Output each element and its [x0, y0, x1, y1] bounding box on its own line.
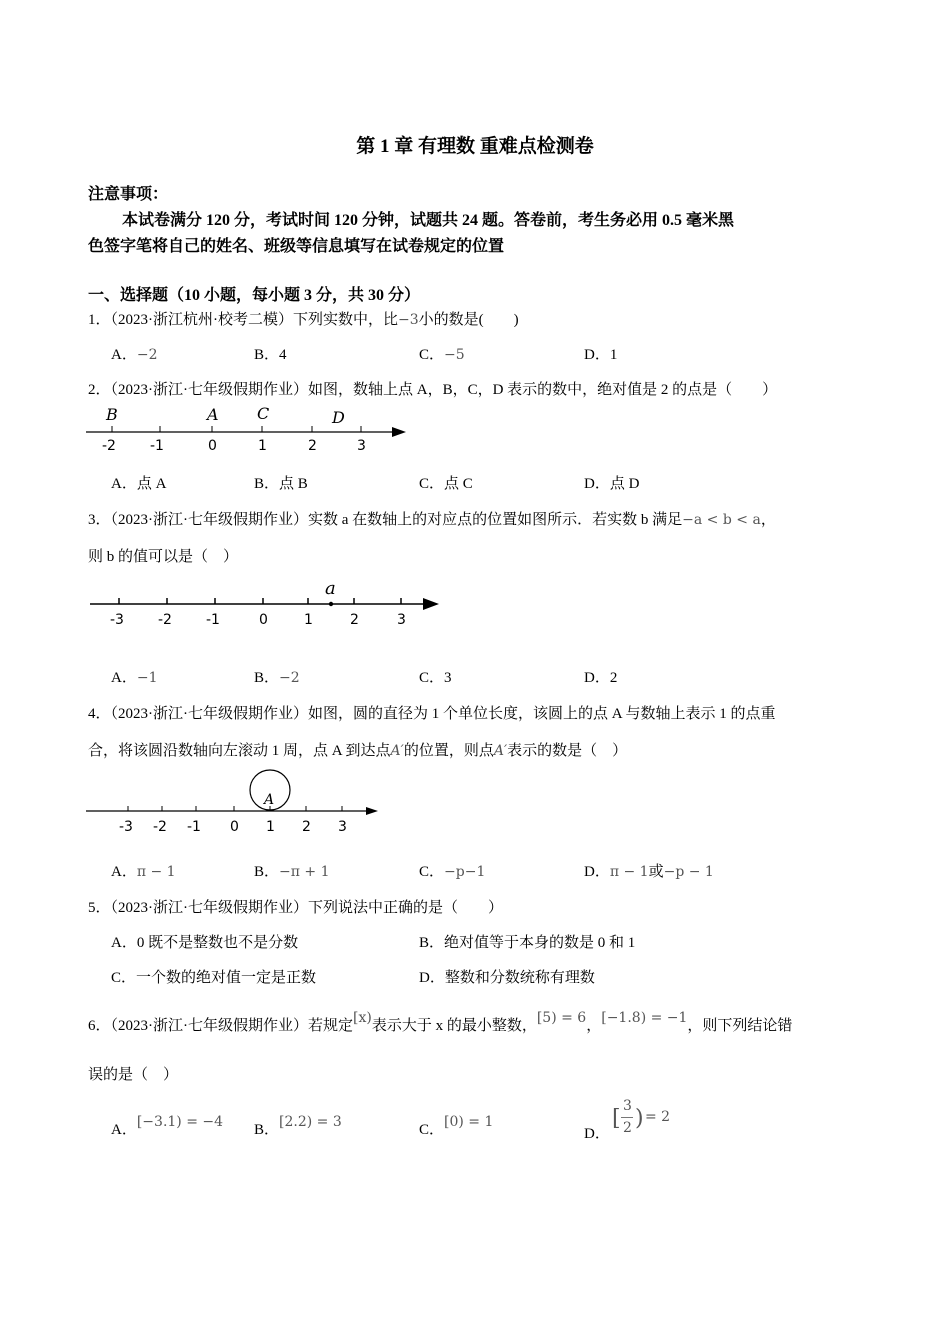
q4-option-a: A．π − 1: [111, 864, 176, 880]
q2-tick-label: 0: [208, 438, 217, 454]
q3-point-label: a: [325, 578, 336, 599]
q1-stem-math: −3: [398, 312, 419, 328]
q4-tick-label: 1: [266, 819, 275, 835]
question-1-stem: [88, 308, 519, 329]
q4-circle-point-label: A: [264, 792, 275, 808]
q2-option-a: A．点 A: [111, 476, 167, 492]
q4-number-line: [80, 766, 390, 838]
question-4-stem-line-2: 合，将该圆沿数轴向左滚动 1 周，点 A 到达点A′的位置，则点A′表示的数是（ ）: [88, 743, 628, 759]
question-2-stem: 2．（2023·浙江·七年级假期作业）如图，数轴上点 A，B，C，D 表示的数中，绝对值是 2 的点是（ ）: [88, 382, 778, 398]
q5-option-c: C．一个数的绝对值一定是正数: [111, 970, 317, 986]
page-title: 第 1 章 有理数 重难点检测卷: [356, 136, 594, 157]
q3-option-b: B．−2: [254, 670, 300, 686]
q4-option-b: B．−π + 1: [254, 864, 330, 880]
q1-stem-text-2: 小的数是( ): [418, 312, 519, 328]
q3-option-d: D．2: [584, 670, 618, 686]
q4-tick-label: -1: [187, 819, 201, 835]
q2-tick-label: 1: [258, 438, 267, 454]
q2-tick-label: -1: [150, 438, 164, 454]
q2-point-label: B: [106, 405, 118, 424]
question-4-stem: 4．（2023·浙江·七年级假期作业）如图，圆的直径为 1 个单位长度，该圆上的点 A 与数轴上表示 1 的点重: [88, 706, 776, 722]
q6-option-a: A．[−3.1) = −4: [111, 1114, 224, 1138]
question-6-stem: 6．（2023·浙江·七年级假期作业）若规定[x)表示大于 x 的最小整数，[5) = 6，[−1.8) = −1，则下列结论错: [88, 1010, 793, 1034]
q2-point-label: A: [207, 405, 219, 424]
q4-tick-label: 2: [302, 819, 311, 835]
question-5-stem: 5．（2023·浙江·七年级假期作业）下列说法中正确的是（ ）: [88, 900, 503, 916]
q1-option-a: A．−2: [111, 347, 158, 363]
question-3-stem: 3．（2023·浙江·七年级假期作业）实数 a 在数轴上的对应点的位置如图所示．若实数 b 满足−a < b < a，: [88, 512, 776, 528]
question-3-stem-line-2: 则 b 的值可以是（ ）: [88, 549, 239, 565]
q1-option-c: C．−5: [419, 347, 465, 363]
q4-tick-label: -3: [119, 819, 133, 835]
q3-number-line: [85, 578, 445, 630]
q2-point-label: C: [257, 404, 270, 423]
q3-tick-label: 3: [397, 612, 406, 628]
notice-line-1: 本试卷满分 120 分，考试时间 120 分钟，试题共 24 题。答卷前，考生务必用 0.5 毫米黑: [122, 212, 735, 229]
question-6-stem-line-2: 误的是（ ）: [88, 1067, 179, 1083]
q3-option-c: C．3: [419, 670, 452, 686]
q3-option-a: A．−1: [111, 670, 158, 686]
q5-option-d: D．整数和分数统称有理数: [419, 970, 595, 986]
q2-option-d: D．点 D: [584, 476, 640, 492]
q4-tick-label: 0: [230, 819, 239, 835]
section-heading: 一、选择题（10 小题，每小题 3 分，共 30 分）: [88, 287, 421, 304]
q4-option-d: D．π − 1或−p − 1: [584, 864, 714, 880]
q2-tick-label: 2: [308, 438, 317, 454]
q3-tick-label: 0: [259, 612, 268, 628]
q6-option-b: B．[2.2) = 3: [254, 1114, 342, 1138]
q3-tick-label: -1: [206, 612, 220, 628]
q2-point-label: D: [332, 408, 345, 427]
q6-option-c: C．[0) = 1: [419, 1114, 494, 1138]
q2-tick-label: 3: [357, 438, 366, 454]
q3-tick-label: -2: [158, 612, 172, 628]
q1-stem-text: 1．（2023·浙江杭州·校考二模）下列实数中，比: [88, 312, 398, 328]
q1-option-d: D．1: [584, 347, 618, 363]
q5-option-a: A．0 既不是整数也不是分数: [111, 935, 299, 951]
q3-tick-label: 2: [350, 612, 359, 628]
q2-option-b: B．点 B: [254, 476, 308, 492]
q2-option-c: C．点 C: [419, 476, 473, 492]
notice-heading: 注意事项：: [88, 186, 169, 203]
q2-number-line: [80, 400, 420, 458]
q4-option-c: C．−p−1: [419, 864, 486, 880]
notice-line-2: 色签字笔将自己的姓名、班级等信息填写在试卷规定的位置: [88, 238, 505, 255]
q2-tick-label: -2: [102, 438, 116, 454]
q1-option-b: B．4: [254, 347, 287, 363]
q5-option-b: B．绝对值等于本身的数是 0 和 1: [419, 935, 636, 951]
q3-tick-label: -3: [110, 612, 124, 628]
q4-tick-label: 3: [338, 819, 347, 835]
q3-tick-label: 1: [304, 612, 313, 628]
q4-tick-label: -2: [153, 819, 167, 835]
